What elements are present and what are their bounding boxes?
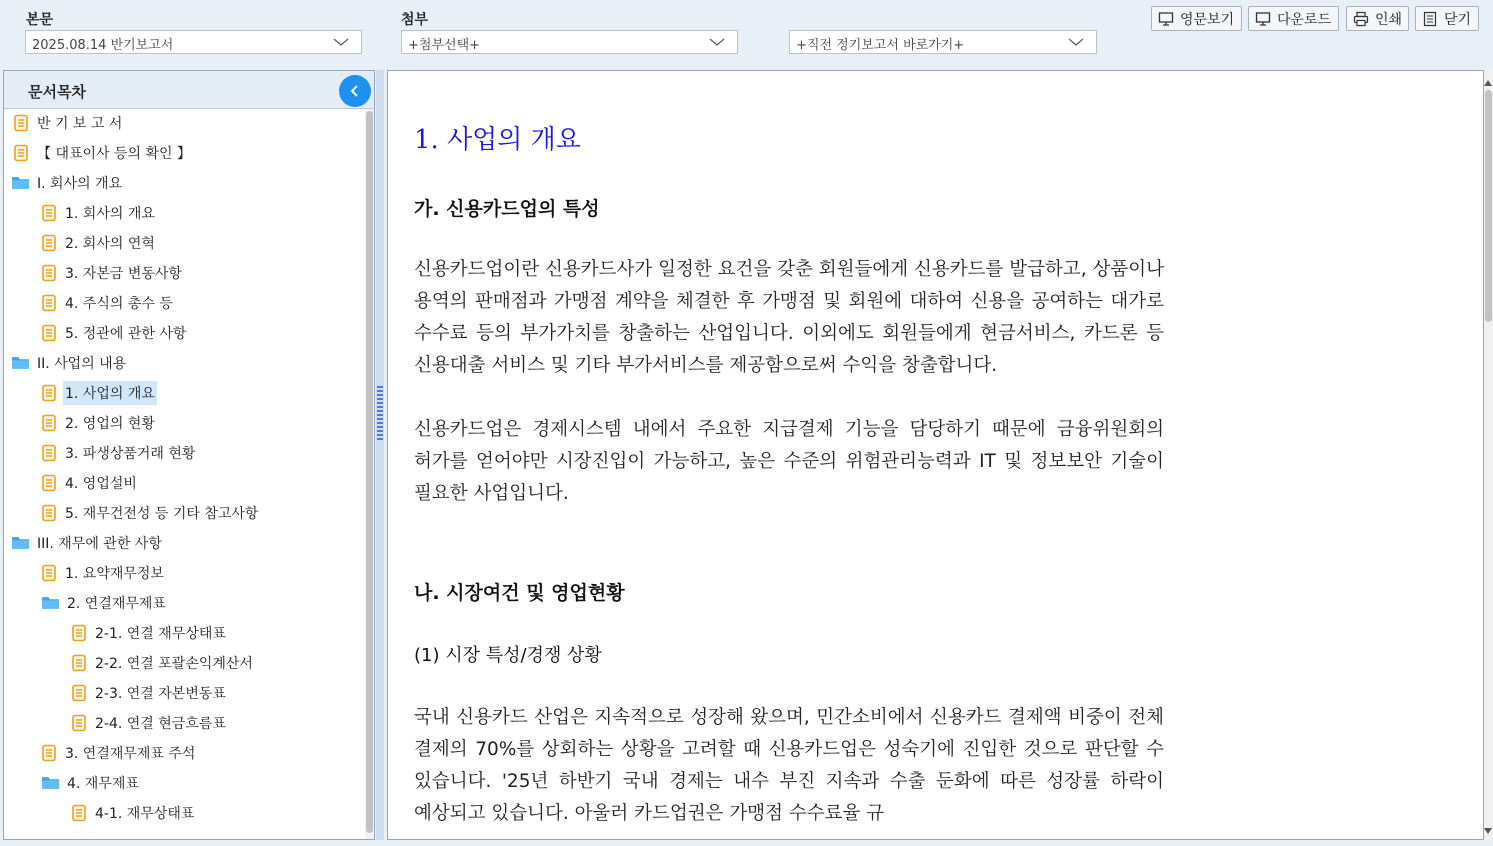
toc-item[interactable] <box>71 649 255 677</box>
toc-item-label: 2. 연결재무제표 <box>67 596 166 612</box>
document-icon <box>41 204 57 222</box>
paragraph-b1: 국내 신용카드 산업은 지속적으로 성장해 왔으며, 민간소비에서 신용카드 결제액 비중이 전체 결제의 70%를 상회하는 상황을 고려할 때 신용카드업은 성숙기에 진입한 것으로 판단할 수 있습니다. '25년 하반기 국내 경제는 내수 부진 지속과 수출 둔화에 따른 성장률 하락이 예상되고 있습니다. 아울러 카드업권은 가맹점 수수료율 규 <box>414 707 1164 824</box>
toc-item-label: 3. 자본금 변동사항 <box>65 266 182 282</box>
paragraph-a1: 신용카드업이란 신용카드사가 일정한 요건을 갖춘 회원들에게 신용카드를 발급하고, 상품이나 용역의 판매점과 가맹점 계약을 체결한 후 가맹점 및 회원에 대하여 신용을 공여하는 대가로 수수료 등의 부가가치를 창출하는 산업입니다. 이외에도 회원들에게 현금서비스, 카드론 등 신용대출 서비스 및 기타 부가서비스를 제공함으로써 수익을 창출합니다. <box>414 259 1164 376</box>
english-view-button[interactable] <box>1151 6 1242 31</box>
document-icon <box>41 744 57 762</box>
toc-title: 문서목차 <box>28 83 86 101</box>
panel-splitter[interactable] <box>376 70 384 840</box>
folder-icon <box>41 774 60 792</box>
toc-item[interactable] <box>71 799 196 827</box>
toc-scrollbar-thumb[interactable] <box>366 111 373 833</box>
toc-item[interactable] <box>41 499 260 527</box>
document-scrollbar-thumb[interactable] <box>1485 90 1492 322</box>
toc-item-label: 2-1. 연결 재무상태표 <box>95 626 226 642</box>
toc-item-label: 5. 재무건전성 등 기타 참고사항 <box>65 506 259 522</box>
collapse-toc-button[interactable] <box>339 75 371 107</box>
toc-item-label: 1. 요약재무정보 <box>65 566 164 582</box>
document-icon <box>71 714 87 732</box>
document-icon <box>41 264 57 282</box>
document-icon <box>41 474 57 492</box>
download-label: 다운로드 <box>1277 11 1332 28</box>
document-icon <box>41 414 57 432</box>
toc-item-label: II. 사업의 내용 <box>37 356 127 372</box>
toc-header <box>4 71 374 109</box>
close-label: 닫기 <box>1444 11 1472 28</box>
section-heading: 1. 사업의 개요 <box>414 125 581 155</box>
document-icon <box>41 564 57 582</box>
previous-report-select[interactable] <box>789 30 1097 54</box>
toc-item[interactable] <box>41 769 141 797</box>
toc-item-label: 2. 영업의 현황 <box>65 416 155 432</box>
document-icon <box>13 144 29 162</box>
toc-item[interactable] <box>41 559 166 587</box>
document-viewer <box>387 70 1484 840</box>
printer-icon <box>1353 11 1369 27</box>
toc-item[interactable] <box>41 469 139 497</box>
attach-label: 첨부 <box>401 12 429 28</box>
print-button[interactable] <box>1346 6 1409 31</box>
document-icon <box>41 324 57 342</box>
scroll-down-arrow-icon[interactable] <box>1484 828 1492 834</box>
folder-icon <box>11 174 30 192</box>
toc-tree <box>4 109 366 839</box>
monitor-icon <box>1158 11 1174 27</box>
close-button[interactable] <box>1415 6 1479 31</box>
toc-item[interactable] <box>11 169 124 197</box>
toc-item[interactable] <box>41 229 157 257</box>
document-icon <box>71 624 87 642</box>
document-list-icon <box>1422 11 1438 27</box>
toc-item[interactable] <box>11 529 164 557</box>
toc-item[interactable] <box>41 199 157 227</box>
download-button[interactable] <box>1248 6 1339 31</box>
scroll-up-arrow-icon[interactable] <box>1484 80 1492 86</box>
print-label: 인쇄 <box>1375 11 1403 28</box>
previous-report-select-value: +직전 정기보고서 바로가기+ <box>796 38 965 53</box>
toc-item-label: 2-4. 연결 현금흐름표 <box>95 716 226 732</box>
toc-item[interactable] <box>41 289 175 317</box>
document-icon <box>71 804 87 822</box>
toc-scrollbar[interactable] <box>365 109 374 839</box>
toc-item-label: 2. 회사의 연혁 <box>65 236 155 252</box>
toc-item[interactable] <box>13 139 193 167</box>
chevron-left-icon <box>348 84 362 98</box>
document-icon <box>41 384 57 402</box>
document-scrollbar[interactable] <box>1484 70 1493 840</box>
document-icon <box>13 114 29 132</box>
toc-item-label: 4. 재무제표 <box>67 776 139 792</box>
document-icon <box>41 444 57 462</box>
document-icon <box>41 504 57 522</box>
chevron-down-icon <box>333 34 349 50</box>
toc-item[interactable] <box>71 619 228 647</box>
toc-item-label: 3. 파생상품거래 현황 <box>65 446 196 462</box>
toc-item-label: 2-2. 연결 포괄손익계산서 <box>95 656 253 672</box>
main-document-select-value: 2025.08.14 반기보고서 <box>32 38 174 53</box>
toc-item[interactable] <box>41 589 168 617</box>
toc-item[interactable] <box>11 349 128 377</box>
subheading-b1: (1) 시장 특성/경쟁 상황 <box>414 645 602 666</box>
chevron-down-icon <box>709 34 725 50</box>
attachment-select[interactable] <box>401 30 738 54</box>
toc-item[interactable] <box>71 709 228 737</box>
toc-item[interactable] <box>71 679 228 707</box>
folder-icon <box>41 594 60 612</box>
toc-item-label: 반 기 보 고 서 <box>37 116 123 132</box>
toc-item[interactable] <box>41 259 184 287</box>
toc-item-label: 2-3. 연결 자본변동표 <box>95 686 226 702</box>
toc-item[interactable] <box>41 379 157 407</box>
chevron-down-icon <box>1068 34 1084 50</box>
english-view-label: 영문보기 <box>1180 11 1235 28</box>
toc-item[interactable] <box>13 109 124 137</box>
folder-icon <box>11 534 30 552</box>
attachment-select-value: +첨부선택+ <box>408 38 481 53</box>
toc-item-label: 5. 정관에 관한 사항 <box>65 326 187 342</box>
document-icon <box>41 294 57 312</box>
toc-item[interactable] <box>41 439 197 467</box>
toc-item-label: 4. 주식의 총수 등 <box>65 296 173 312</box>
toc-item-label: 1. 회사의 개요 <box>65 206 155 222</box>
toc-item-label: I. 회사의 개요 <box>37 176 123 192</box>
toc-item[interactable] <box>41 319 188 347</box>
toc-item-label: 4. 영업설비 <box>65 476 137 492</box>
toc-item[interactable] <box>41 409 157 437</box>
toc-item-label: 4-1. 재무상태표 <box>95 806 195 822</box>
toc-item-label: 1. 사업의 개요 <box>63 381 157 405</box>
document-icon <box>71 654 87 672</box>
document-icon <box>71 684 87 702</box>
subsection-heading-b: 나. 시장여건 및 영업현황 <box>414 582 625 604</box>
toc-item[interactable] <box>41 739 197 767</box>
main-document-select[interactable] <box>25 30 362 54</box>
toc-panel <box>3 70 375 840</box>
toc-item-label: 3. 연결재무제표 주석 <box>65 746 196 762</box>
monitor-icon <box>1255 11 1271 27</box>
subsection-heading-a: 가. 신용카드업의 특성 <box>414 198 600 220</box>
toc-item-label: III. 재무에 관한 사항 <box>37 536 162 552</box>
document-icon <box>41 234 57 252</box>
paragraph-a2: 신용카드업은 경제시스템 내에서 주요한 지급결제 기능을 담당하기 때문에 금융위원회의 허가를 얻어야만 시장진입이 가능하고, 높은 수준의 위험관리능력과 IT 및 정보보안 기술이 필요한 사업입니다. <box>414 419 1164 504</box>
main-label: 본문 <box>26 12 54 28</box>
splitter-grip[interactable] <box>377 386 383 442</box>
toc-item-label: 【 대표이사 등의 확인 】 <box>37 146 191 162</box>
folder-icon <box>11 354 30 372</box>
